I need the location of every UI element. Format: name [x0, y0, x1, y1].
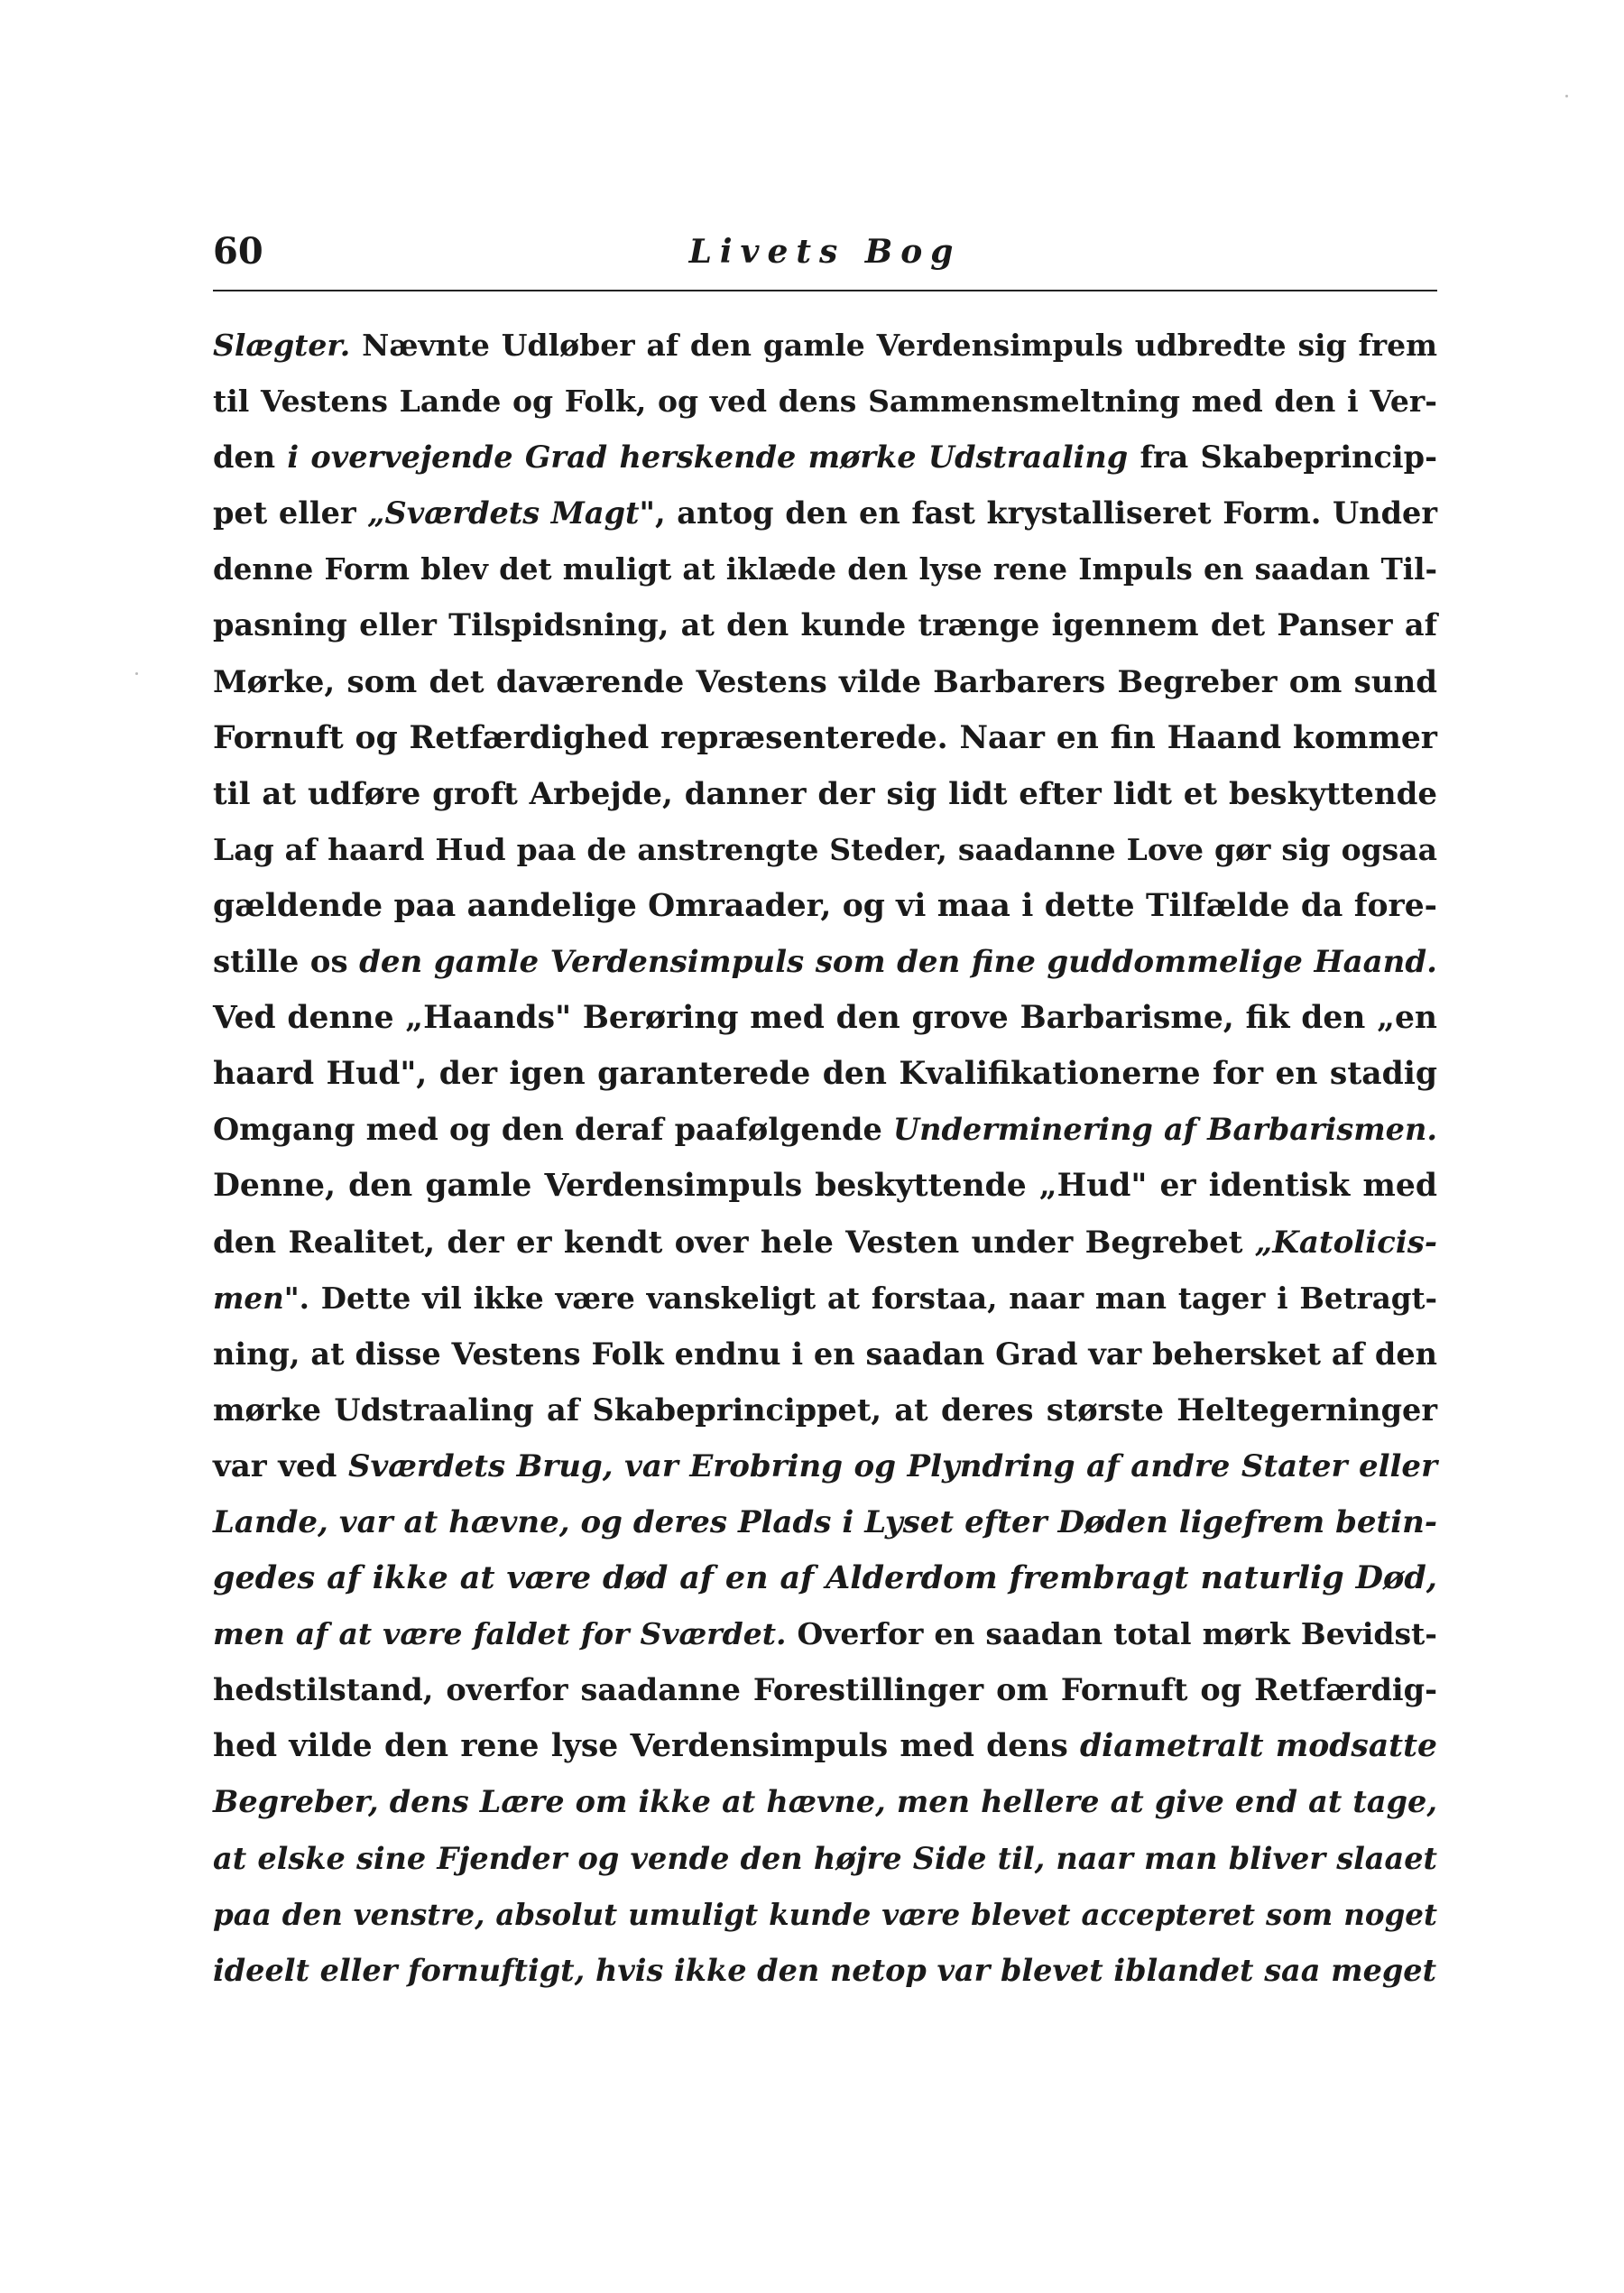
italic-text: paa den venstre, absolut umuligt kunde være blevet accepteret som noget	[213, 1896, 1437, 1932]
text-run: denne Form blev det muligt at iklæde den lyse rene Impuls en saadan Til-	[213, 551, 1437, 587]
page-header	[213, 230, 1437, 291]
text-line	[213, 822, 1437, 878]
scan-speck	[1565, 95, 1568, 97]
text-run: mørke Udstraaling af Skabeprincippet, at deres største Heltegerninger	[213, 1392, 1437, 1428]
text-line	[213, 1215, 1437, 1271]
text-run: fra Skabeprincip-	[1128, 439, 1437, 476]
text-line	[213, 1158, 1437, 1214]
running-title: Livets Bog	[688, 233, 962, 271]
text-line	[213, 1606, 1437, 1662]
text-run: til Vestens Lande og Folk, og ved dens Sammensmeltning med den i Ver-	[213, 384, 1437, 420]
text-line	[213, 934, 1437, 990]
text-line	[213, 374, 1437, 430]
text-line	[213, 1943, 1437, 1999]
italic-text: Lande, var at hævne, og deres Plads i Lyset efter Døden ligefrem betin-	[213, 1503, 1437, 1540]
text-run: . Dette vil ikke være vanskeligt at forstaa, naar man tager i Betragt-	[299, 1280, 1437, 1316]
text-line	[213, 1494, 1437, 1550]
italic-text: i overvejende Grad herskende mørke Udstraaling	[287, 439, 1129, 476]
text-run: til at udføre groft Arbejde, danner der sig lidt efter lidt et beskyttende	[213, 775, 1437, 812]
italic-text: ideelt eller fornuftigt, hvis ikke den netop var blevet iblandet saa meget	[213, 1952, 1437, 1988]
text-line	[213, 654, 1437, 710]
italic-text: den gamle Verdensimpuls som den fine guddommelige Haand.	[359, 944, 1437, 981]
text-run: haard Hud", der igen garanterede den Kvalifikationerne for en stadig	[213, 1056, 1437, 1093]
text-run: den Realitet, der er kendt over hele Vesten under Begrebet	[213, 1224, 1255, 1261]
italic-text: Sværdets Brug, var Erobring og Plyndring af andre Stater eller	[347, 1447, 1437, 1484]
italic-text: gedes af ikke at være død af en af Alderdom frembragt naturlig Død,	[213, 1559, 1437, 1597]
italic-text: Slægter.	[213, 328, 351, 363]
text-run: var ved	[213, 1447, 348, 1484]
italic-text: men af at være faldet for Sværdet.	[213, 1616, 787, 1652]
text-line	[213, 1046, 1437, 1102]
text-run: Ved denne „Haands" Berøring med den grove Barbarisme, fik den „en	[213, 1000, 1437, 1037]
italic-text: diametralt modsatte	[1079, 1728, 1437, 1765]
text-run: pet eller	[213, 495, 368, 532]
italic-text: men"	[213, 1280, 300, 1316]
text-line	[213, 1382, 1437, 1438]
text-run: Overfor en saadan total mørk Bevidst-	[786, 1616, 1437, 1652]
text-run: Fornuft og Retfærdighed repræsenterede. Naar en fin Haand kommer	[213, 719, 1437, 756]
text-line	[213, 1662, 1437, 1718]
italic-text: Underminering af Barbarismen.	[892, 1112, 1437, 1148]
text-line	[213, 318, 1437, 374]
page-number: 60	[213, 230, 263, 273]
text-line	[213, 485, 1437, 541]
scan-speck	[135, 672, 138, 675]
text-line	[213, 878, 1437, 934]
text-line	[213, 1831, 1437, 1887]
text-run: Omgang med og den deraf paafølgende	[213, 1112, 893, 1148]
italic-text: at elske sine Fjender og vende den højre Side til, naar man bliver slaaet	[213, 1840, 1437, 1876]
text-line	[213, 1774, 1437, 1830]
text-run: Nævnte Udløber af den gamle Verdensimpuls udbredte sig frem	[350, 328, 1437, 363]
text-line	[213, 766, 1437, 822]
text-run: hed vilde den rene lyse Verdensimpuls med dens	[213, 1728, 1080, 1765]
text-run: hedstilstand, overfor saadanne Forestillinger om Fornuft og Retfærdig-	[213, 1672, 1437, 1708]
text-run: Mørke, som det daværende Vestens vilde Barbarers Begreber om sund	[213, 663, 1437, 700]
italic-text: „Sværdets Magt"	[367, 495, 655, 532]
text-line	[213, 1271, 1437, 1327]
text-line	[213, 430, 1437, 485]
text-run: den	[213, 439, 288, 476]
text-run: pasning eller Tilspidsning, at den kunde trænge igennem det Panser af	[213, 607, 1437, 643]
text-line	[213, 990, 1437, 1046]
text-run: stille os	[213, 944, 360, 981]
text-line	[213, 597, 1437, 653]
italic-text: „Katolicis-	[1254, 1224, 1437, 1261]
text-run: gældende paa aandelige Omraader, og vi maa i dette Tilfælde da fore-	[213, 887, 1437, 924]
body-text	[213, 318, 1437, 1999]
text-run: Denne, den gamle Verdensimpuls beskyttende „Hud" er identisk med	[213, 1168, 1437, 1205]
text-line	[213, 1327, 1437, 1382]
text-line	[213, 1438, 1437, 1494]
italic-text: Begreber, dens Lære om ikke at hævne, men hellere at give end at tage,	[213, 1784, 1437, 1820]
text-run: , antog den en fast krystalliseret Form. Under	[654, 495, 1437, 532]
text-line	[213, 541, 1437, 597]
text-line	[213, 1550, 1437, 1606]
text-line	[213, 1102, 1437, 1158]
text-line	[213, 1718, 1437, 1774]
text-line	[213, 710, 1437, 766]
text-run: ning, at disse Vestens Folk endnu i en saadan Grad var behersket af den	[213, 1336, 1437, 1372]
text-line	[213, 1887, 1437, 1943]
text-run: Lag af haard Hud paa de anstrengte Steder, saadanne Love gør sig ogsaa	[213, 831, 1437, 867]
